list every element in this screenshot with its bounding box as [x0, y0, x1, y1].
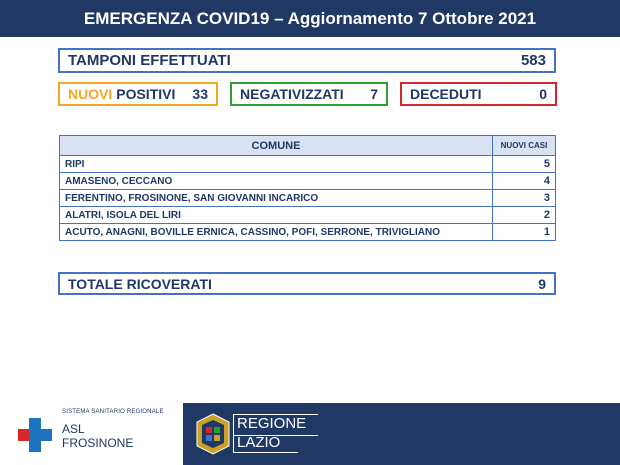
casi-cell: 1 — [493, 224, 556, 241]
deceduti-box — [400, 82, 557, 106]
comune-cell: ALATRI, ISOLA DEL LIRI — [60, 207, 493, 224]
nuovi-casi-header: NUOVI CASI — [493, 136, 556, 156]
table-row — [60, 207, 556, 224]
ssr-label: SISTEMA SANITARIO REGIONALE — [62, 409, 164, 415]
lazio-label: LAZIO — [237, 434, 281, 451]
nuovi-label: NUOVI — [68, 86, 113, 102]
ricoverati-value: 9 — [538, 275, 546, 292]
positivi-label: POSITIVI — [112, 86, 176, 102]
table-row — [60, 190, 556, 207]
ricoverati-box — [58, 272, 556, 295]
asl-label: ASL — [62, 422, 85, 436]
frosinone-label: FROSINONE — [62, 436, 134, 450]
tamponi-label: TAMPONI EFFETTUATI — [68, 52, 231, 69]
comuni-table — [59, 135, 556, 241]
casi-cell: 4 — [493, 173, 556, 190]
nuovi-positivi-box — [58, 82, 218, 106]
nuovi-positivi-value: 33 — [192, 86, 208, 102]
comune-cell: RIPI — [60, 156, 493, 173]
table-row — [60, 224, 556, 241]
comune-header: COMUNE — [60, 136, 493, 156]
regione-lazio-emblem-icon — [193, 412, 233, 456]
comune-cell: FERENTINO, FROSINONE, SAN GIOVANNI INCARICO — [60, 190, 493, 207]
regione-label: REGIONE — [237, 415, 307, 432]
deceduti-value: 0 — [539, 86, 547, 102]
casi-cell: 3 — [493, 190, 556, 207]
page-title: EMERGENZA COVID19 – Aggiornamento 7 Ottobre 2021 — [0, 0, 620, 37]
negativizzati-value: 7 — [370, 86, 378, 102]
casi-cell: 2 — [493, 207, 556, 224]
tamponi-value: 583 — [520, 52, 546, 69]
comune-cell: AMASENO, CECCANO — [60, 173, 493, 190]
ricoverati-label: TOTALE RICOVERATI — [68, 275, 212, 292]
negativizzati-box — [230, 82, 388, 106]
nuovi-positivi-label — [68, 86, 175, 102]
tamponi-box — [58, 48, 556, 73]
table-row — [60, 156, 556, 173]
table-row — [60, 173, 556, 190]
casi-cell: 5 — [493, 156, 556, 173]
asl-cross-icon — [18, 418, 52, 452]
deceduti-label: DECEDUTI — [410, 86, 482, 102]
comune-cell: ACUTO, ANAGNI, BOVILLE ERNICA, CASSINO, POFI, SERRONE, TRIVIGLIANO — [60, 224, 493, 241]
table-header-row — [60, 136, 556, 156]
negativizzati-label: NEGATIVIZZATI — [240, 86, 344, 102]
